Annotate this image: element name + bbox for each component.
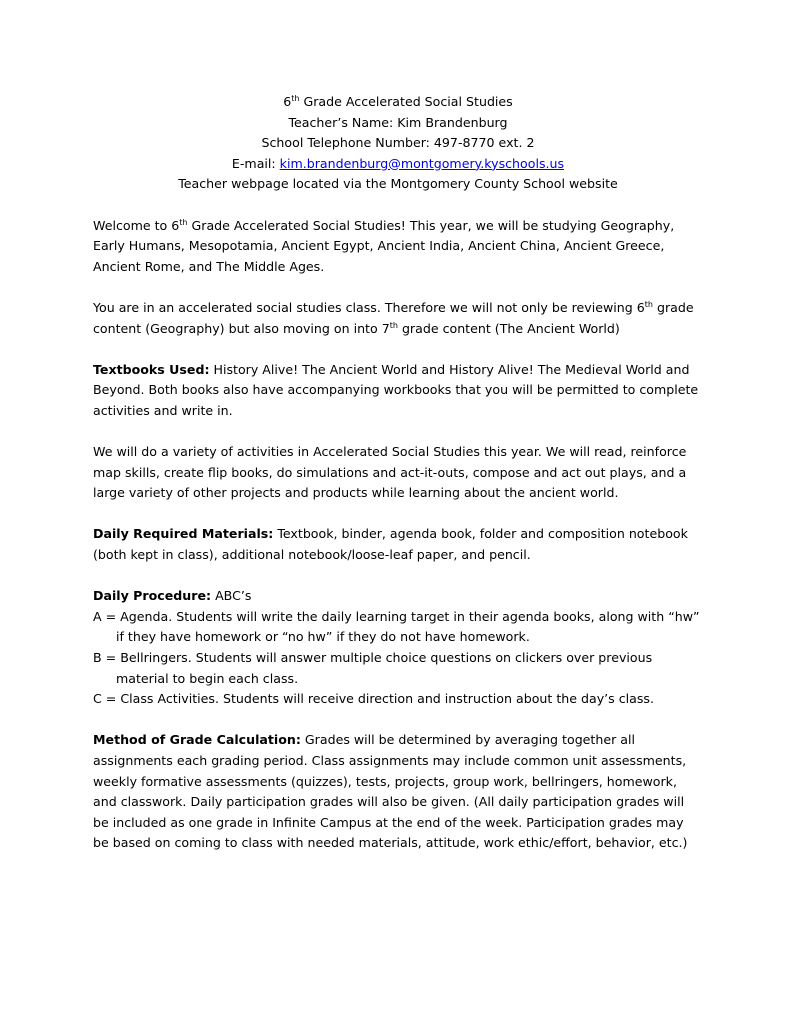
- grading-label: Method of Grade Calculation:: [93, 732, 301, 748]
- textbooks-label: Textbooks Used:: [93, 361, 210, 377]
- course-title: 6th Grade Accelerated Social Studies: [283, 94, 513, 109]
- textbooks-paragraph: Textbooks Used: History Alive! The Ancient World and History Alive! The Medieval World and Beyond. Both books also have accompanying workbooks that you will be permitted to complete activities and write in.: [93, 361, 699, 418]
- webpage-note: Teacher webpage located via the Montgomery County School website: [178, 176, 618, 192]
- teacher-name: Teacher’s Name: Kim Brandenburg: [288, 114, 508, 130]
- email-link[interactable]: kim.brandenburg@montgomery.kyschools.us: [279, 155, 565, 171]
- welcome-paragraph: Welcome to 6th Grade Accelerated Social Studies! This year, we will be studying Geography, Early Humans, Mesopotamia, Ancient Egypt, Ancient India, Ancient China, Ancient Greece, Ancient Rome, and The Middle Ages.: [93, 217, 675, 274]
- procedure-item-bellringers: B = Bellringers. Students will answer multiple choice questions on clickers over previous material to begin each class.: [93, 650, 653, 686]
- school-phone: School Telephone Number: 497-8770 ext. 2: [261, 135, 535, 151]
- activities-paragraph: We will do a variety of activities in Accelerated Social Studies this year. We will read, reinforce map skills, create flip books, do simulations and act-it-outs, compose and act out plays, and a large variety of other projects and products while learning about the ancient world.: [93, 444, 687, 501]
- document-header: [83, 92, 713, 195]
- procedure-item-class-activities: C = Class Activities. Students will receive direction and instruction about the day’s class.: [93, 691, 654, 707]
- grading-paragraph: Method of Grade Calculation: Grades will be determined by averaging together all assignments each grading period. Class assignments may include common unit assessments, weekly formative assessments (quizzes), tests, projects, group work, bellringers, homework, and classwork. Daily participation grades will also be given. (All daily participation grades will be included as one grade in Infinite Campus at the end of the week. Participation grades may be based on coming to class with needed materials, attitude, work ethic/effort, behavior, etc.): [93, 732, 688, 851]
- procedure-item-agenda: A = Agenda. Students will write the daily learning target in their agenda books, along with “hw” if they have homework or “no hw” if they do not have homework.: [93, 608, 700, 645]
- document-page: [93, 92, 703, 854]
- procedure-label: Daily Procedure:: [93, 588, 212, 604]
- accelerated-paragraph: You are in an accelerated social studies class. Therefore we will not only be reviewing 6th grade content (Geography) but also moving on into 7th grade content (The Ancient World): [93, 299, 694, 336]
- materials-paragraph: Daily Required Materials: Textbook, binder, agenda book, folder and composition notebook (both kept in class), additional notebook/loose-leaf paper, and pencil.: [93, 526, 688, 563]
- email-line: [83, 154, 713, 175]
- materials-label: Daily Required Materials:: [93, 526, 274, 542]
- procedure-heading: Daily Procedure: ABC’s: [93, 588, 252, 604]
- email-label: E-mail:: [231, 155, 280, 171]
